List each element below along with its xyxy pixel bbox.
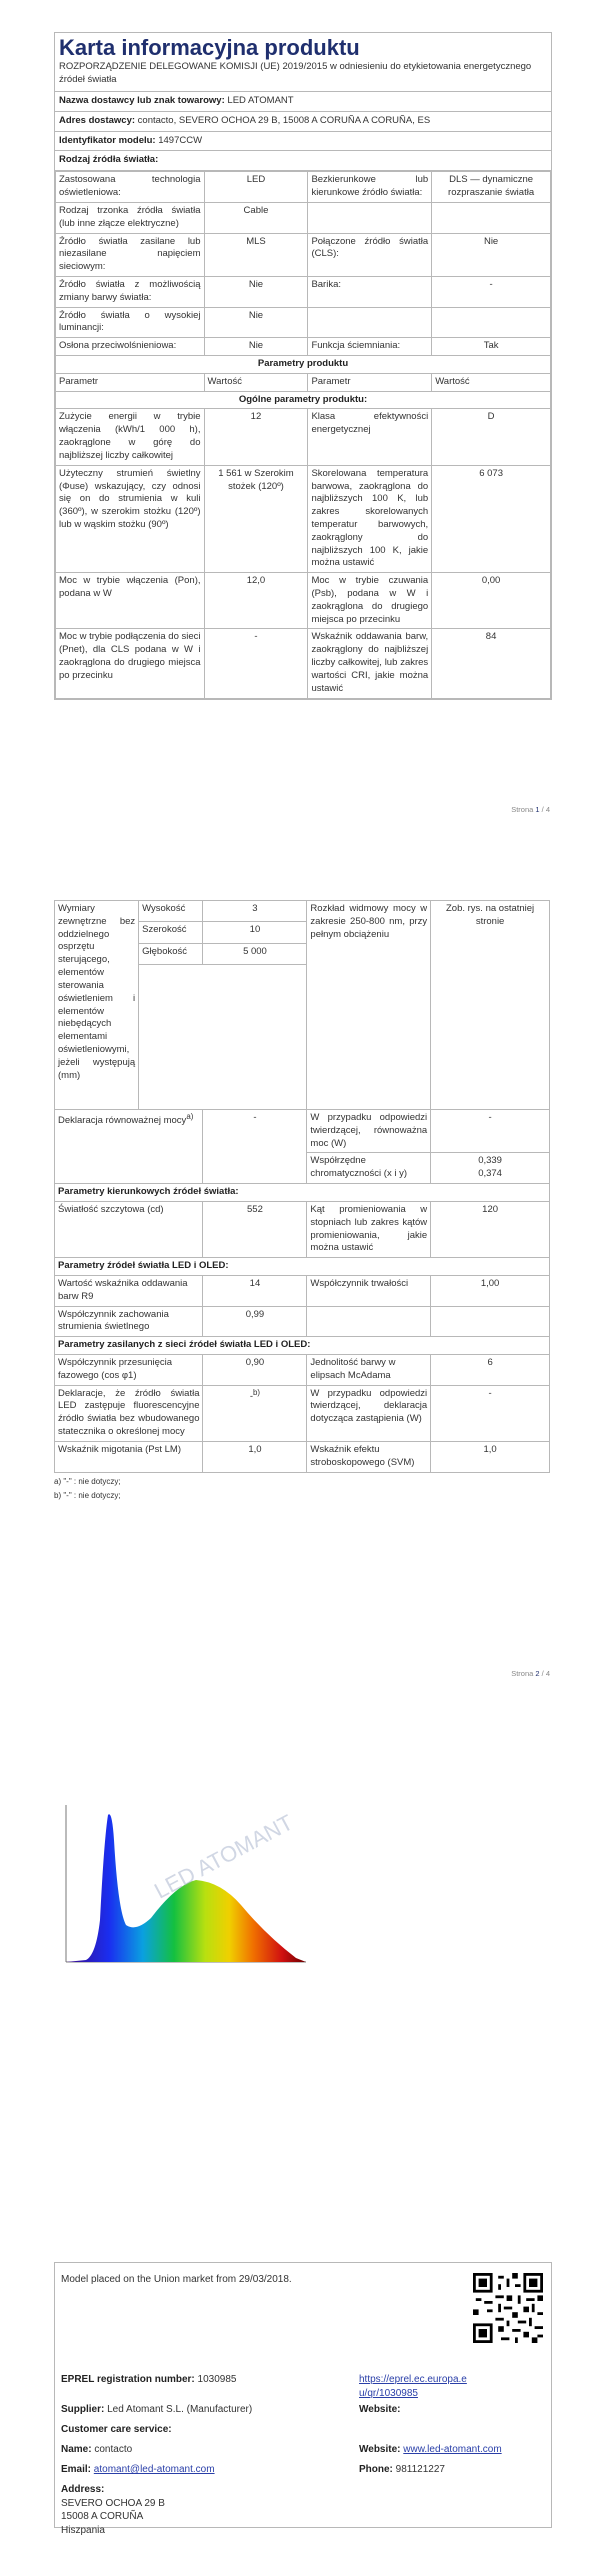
- spectrum-chart: [56, 1800, 336, 1980]
- address-row: [55, 112, 551, 132]
- led-title: Parametry źródeł światła LED i OLED:: [55, 1258, 550, 1276]
- param-cell: Wskaźnik efektu stroboskopowego (SVM): [307, 1441, 431, 1472]
- customer-care-label: Customer care service:: [61, 2424, 172, 2435]
- value-cell: 12,0: [204, 573, 308, 629]
- param-cell: Deklaracje, że źródło światła LED zastępuje fluorescencyjne źródło światła bez wbudowanego statecznika o określonej mocy: [55, 1385, 203, 1441]
- param-cell: Moc w trybie podłączenia do sieci (Pnet), dla CLS podana w W i zaokrąglona do drugiego miejsca po przecinku: [56, 629, 205, 698]
- value-cell: [431, 1306, 550, 1337]
- param-cell: Klasa efektywności energetycznej: [308, 409, 432, 465]
- value-cell: Nie: [204, 307, 308, 338]
- value-cell: MLS: [204, 233, 308, 276]
- value-cell: -: [431, 1110, 550, 1153]
- dim-value: 3: [203, 901, 307, 922]
- param-cell: Źródło światła z możliwością zmiany barwy światła:: [56, 276, 205, 307]
- param-cell: Połączone źródło światła (CLS):: [308, 233, 432, 276]
- value-cell: LED: [204, 172, 308, 203]
- param-cell: Rozkład widmowy mocy w zakresie 250-800 nm, przy pełnym obciążeniu: [307, 901, 431, 1110]
- param-cell: Użyteczny strumień świetlny (Φuse) wskazujący, czy odnosi się on do strumienia w kuli (360º), w szerokim stożku (120º) lub w wąskim stożku (90º): [56, 465, 205, 573]
- value-cell: 0,339 0,374: [431, 1153, 550, 1184]
- value-cell: 84: [432, 629, 551, 698]
- page-1: [54, 32, 552, 700]
- value-cell: 1 561 w Szerokim stożek (120º): [204, 465, 308, 573]
- value-cell: 1,0: [203, 1441, 307, 1472]
- param-cell: Współczynnik przesunięcia fazowego (cos φ1): [55, 1355, 203, 1386]
- params-header: Wartość: [204, 373, 308, 391]
- value-cell: -: [431, 1385, 550, 1441]
- placed-text: Model placed on the Union market from 29/03/2018.: [61, 2274, 292, 2285]
- param-cell: Światłość szczytowa (cd): [55, 1201, 203, 1257]
- type-table: [55, 171, 551, 698]
- supplier-label: Nazwa dostawcy lub znak towarowy:: [59, 95, 225, 107]
- value-cell: 1,0: [431, 1441, 550, 1472]
- value-cell: 12: [204, 409, 308, 465]
- value-cell: [432, 307, 551, 338]
- watermark-logo: LED ATOMANT: [150, 1809, 298, 1904]
- param-cell: Wskaźnik oddawania barw, zaokrąglony do najbliższej liczby całkowitej, lub zakres wartości CRI, jakie można ustawić: [308, 629, 432, 698]
- value-cell: DLS — dynamiczne rozpraszanie światła: [432, 172, 551, 203]
- param-cell: Rodzaj trzonka źródła światła (lub inne złącze elektryczne): [56, 202, 205, 233]
- dim-name: Wysokość: [139, 901, 203, 922]
- value-cell: 0,99: [203, 1306, 307, 1337]
- value-cell: -$^{b)}$: [203, 1385, 307, 1441]
- param-cell: Moc w trybie włączenia (Pon), podana w W: [56, 573, 205, 629]
- care-name: Name: contacto: [61, 2444, 133, 2455]
- value-cell: 0,00: [432, 573, 551, 629]
- param-cell: Moc w trybie czuwania (Psb), podana w W i zaokrąglona do drugiego miejsca po przecinku: [308, 573, 432, 629]
- model-label: Identyfikator modelu:: [59, 134, 156, 146]
- supplier-row: [55, 92, 551, 112]
- value-cell: -: [432, 276, 551, 307]
- param-cell: Współczynnik zachowania strumienia świetlnego: [55, 1306, 203, 1337]
- value-cell: Zob. rys. na ostatniej stronie: [431, 901, 550, 1110]
- type-label: Rodzaj źródła światła:: [59, 154, 159, 166]
- page-number-2: Strona 2 / 4: [511, 1669, 550, 1678]
- param-cell: Deklaracja równoważnej mocy$^{a)}$: [55, 1110, 203, 1184]
- dim-value: 5 000: [203, 943, 307, 964]
- spectrum-figure: [56, 1800, 336, 1980]
- value-cell: Nie: [204, 338, 308, 356]
- value-cell: 6: [431, 1355, 550, 1386]
- qr-code: [473, 2273, 543, 2343]
- param-cell: Wartość wskaźnika oddawania barw R9: [55, 1275, 203, 1306]
- dim-value: 10: [203, 922, 307, 943]
- param-cell: [308, 307, 432, 338]
- model-row: [55, 132, 551, 152]
- eprel-supplier: Supplier: Led Atomant S.L. (Manufacturer): [61, 2404, 253, 2415]
- type-title: [55, 151, 551, 171]
- eprel-website-label: Website:: [359, 2404, 401, 2415]
- param-cell: Zużycie energii w trybie włączenia (kWh/1 000 h), zaokrąglone w górę do najbliższej liczby całkowitej: [56, 409, 205, 465]
- params-table-2: [54, 900, 550, 1473]
- care-phone: Phone: 981121227: [359, 2464, 445, 2475]
- page-2: [54, 900, 550, 1502]
- param-cell: Barika:: [308, 276, 432, 307]
- value-cell: 0,90: [203, 1355, 307, 1386]
- value-cell: Nie: [432, 233, 551, 276]
- param-cell: Źródło światła zasilane lub niezasilane napięciem sieciowym:: [56, 233, 205, 276]
- footnote-a: a) "-" : nie dotyczy;: [54, 1476, 121, 1486]
- value-cell: Cable: [204, 202, 308, 233]
- param-cell: Skorelowana temperatura barwowa, zaokrąglona do najbliższych 100 K, lub zakres skorelowanych temperatur barwowych, zaokrąglony do najbliższych 100 K, jakie można ustawić: [308, 465, 432, 573]
- regulation-text: ROZPORZĄDZENIE DELEGOWANE KOMISJI (UE) 2019/2015 w odniesieniu do etykietowania energetycznego źródeł światła: [55, 61, 551, 92]
- value-cell: [432, 202, 551, 233]
- value-cell: 120: [431, 1201, 550, 1257]
- page-title: Karta informacyjna produktu: [59, 35, 360, 60]
- param-cell: Zastosowana technologia oświetleniowa:: [56, 172, 205, 203]
- mains-title: Parametry zasilanych z sieci źródeł światła LED i OLED:: [55, 1337, 550, 1355]
- care-email[interactable]: Email: atomant@led-atomant.com: [61, 2464, 215, 2475]
- dims-label: Wymiary zewnętrzne bez oddzielnego osprzętu sterującego, elementów sterowania oświetleniem i elementów niebędących elementami oświetleniowymi, jeżeli występują (mm): [55, 901, 139, 1110]
- param-cell: W przypadku odpowiedzi twierdzącej, równoważna moc (W): [307, 1110, 431, 1153]
- value-cell: -: [203, 1110, 307, 1184]
- params-header: Parametr: [308, 373, 432, 391]
- param-cell: [308, 202, 432, 233]
- param-cell: Współrzędne chromatyczności (x i y): [307, 1153, 431, 1184]
- footnote-b: b) "-" : nie dotyczy;: [54, 1491, 121, 1501]
- params-header: Parametr: [56, 373, 205, 391]
- dim-name: Szerokość: [139, 922, 203, 943]
- value-cell: 1,00: [431, 1275, 550, 1306]
- value-cell: 14: [203, 1275, 307, 1306]
- param-cell: Źródło światła o wysokiej luminancji:: [56, 307, 205, 338]
- address-label: Adres dostawcy:: [59, 114, 136, 126]
- param-cell: Funkcja ściemniania:: [308, 338, 432, 356]
- general-title: Ogólne parametry produktu:: [56, 391, 551, 409]
- dims-spacer: [139, 965, 307, 1110]
- eprel-reg: EPREL registration number: 1030985: [61, 2374, 237, 2385]
- value-cell: Tak: [432, 338, 551, 356]
- param-cell: Jednolitość barwy w elipsach McAdama: [307, 1355, 431, 1386]
- param-cell: Wskaźnik migotania (Pst LM): [55, 1441, 203, 1472]
- params-header: Wartość: [432, 373, 551, 391]
- page-number-1: Strona 1 / 4: [511, 805, 550, 814]
- directional-title: Parametry kierunkowych źródeł światła:: [55, 1184, 550, 1202]
- value-cell: 6 073: [432, 465, 551, 573]
- eprel-box: [54, 2262, 552, 2536]
- value-cell: D: [432, 409, 551, 465]
- param-cell: Osłona przeciwolśnieniowa:: [56, 338, 205, 356]
- eprel-link[interactable]: https://eprel.ec.europa.eu/qr/1030985: [359, 2374, 467, 2399]
- care-address: Address: SEVERO OCHOA 29 B 15008 A CORUÑA Hiszpania: [61, 2484, 165, 2536]
- care-website[interactable]: Website: www.led-atomant.com: [359, 2444, 502, 2455]
- param-cell: Współczynnik trwałości: [307, 1275, 431, 1306]
- model-value: 1497CCW: [158, 134, 203, 146]
- param-cell: [307, 1306, 431, 1337]
- value-cell: -: [204, 629, 308, 698]
- address-value: contacto, SEVERO OCHOA 29 B, 15008 A CORUÑA A CORUÑA, ES: [137, 114, 431, 126]
- param-cell: Bezkierunkowe lub kierunkowe źródło światła:: [308, 172, 432, 203]
- value-cell: 552: [203, 1201, 307, 1257]
- supplier-value: LED ATOMANT: [227, 95, 294, 107]
- param-cell: W przypadku odpowiedzi twierdzącej, deklaracja dotycząca zastąpienia (W): [307, 1385, 431, 1441]
- dim-name: Głębokość: [139, 943, 203, 964]
- value-cell: Nie: [204, 276, 308, 307]
- params-title: Parametry produktu: [56, 356, 551, 374]
- param-cell: Kąt promieniowania w stopniach lub zakres kątów promieniowania, jakie można ustawić: [307, 1201, 431, 1257]
